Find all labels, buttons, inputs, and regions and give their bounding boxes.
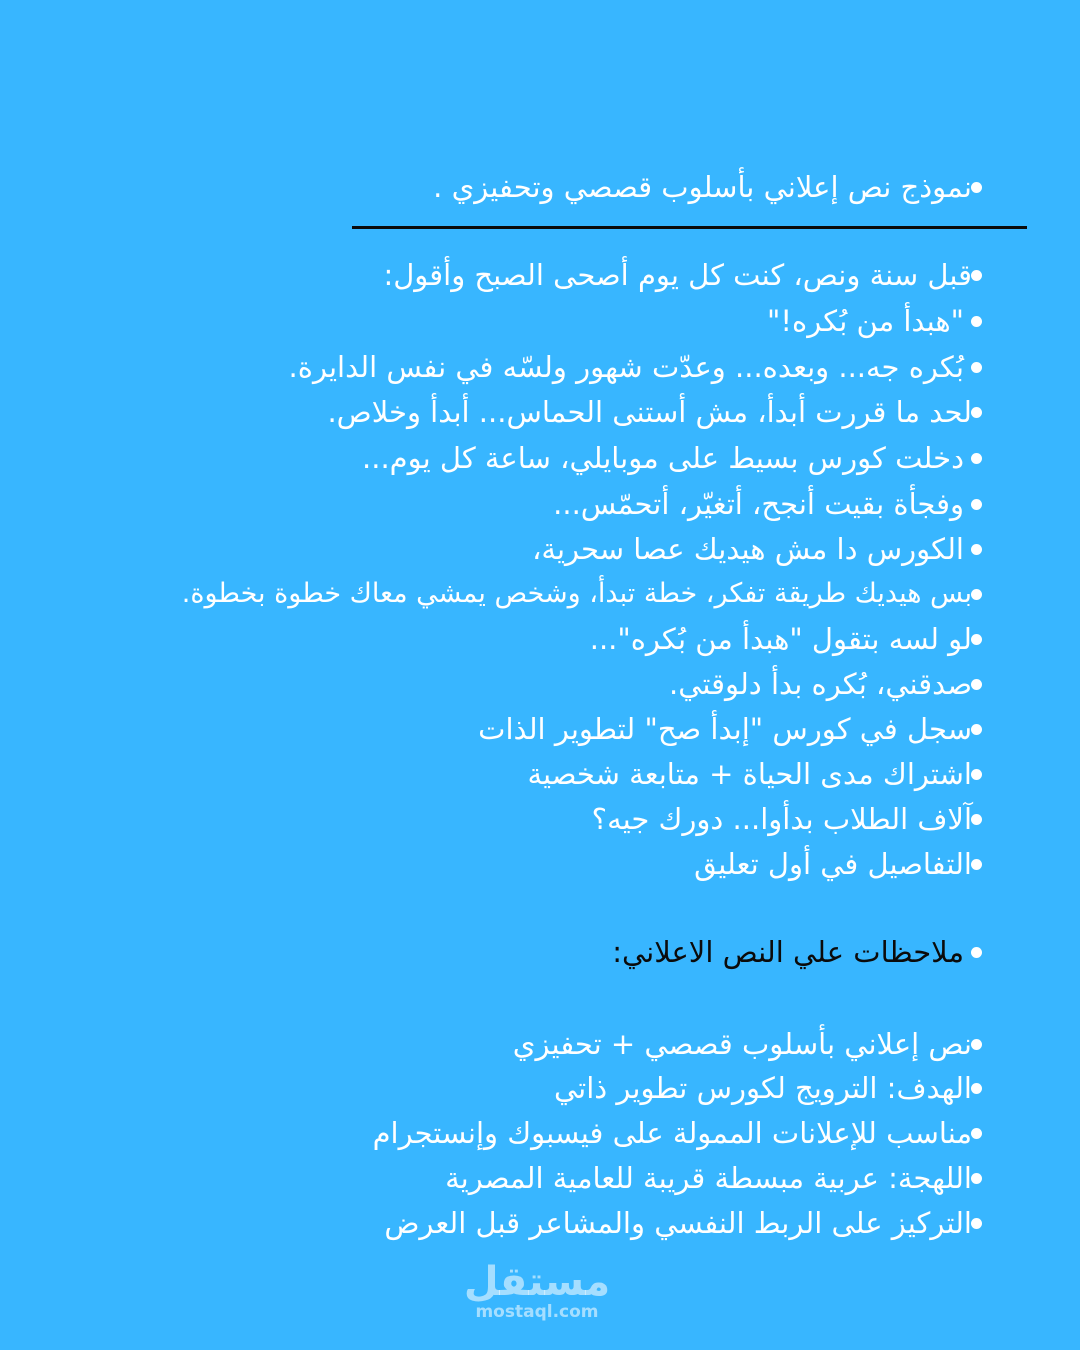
notes-heading-line [0,929,1080,975]
list-item [0,526,1080,572]
bullet-icon [971,499,982,510]
bullet-icon [971,1173,982,1184]
note-text: مناسب للإعلانات الممولة على فيسبوك وإنستجرام [372,1116,972,1150]
ad-line-text: اشتراك مدى الحياة + متابعة شخصية [527,757,972,791]
list-item [0,706,1080,752]
bullet-icon [971,679,982,690]
bullet-icon [971,1128,982,1139]
list-item [0,571,1080,617]
bullet-icon [971,859,982,870]
list-item [0,796,1080,842]
bullet-icon [971,362,982,373]
bullet-icon [971,589,982,600]
bullet-icon [971,453,982,464]
bullet-icon [971,947,982,958]
ad-line-text: "هبدأ من بُكره!" [767,304,964,338]
mostaql-watermark [462,1259,612,1322]
bullet-icon [971,1039,982,1050]
bullet-icon [971,1218,982,1229]
ad-line-text: قبل سنة ونص، كنت كل يوم أصحى الصبح وأقول: [383,258,972,292]
bullet-icon [971,724,982,735]
note-text: نص إعلاني بأسلوب قصصي + تحفيزي [512,1027,972,1061]
list-item [0,661,1080,707]
list-item [0,841,1080,887]
ad-line-text: سجل في كورس "إبدأ صح" لتطوير الذات [478,712,972,746]
ad-line-text: آلاف الطلاب بدأوا... دورك جيه؟ [591,802,972,836]
bullet-icon [971,544,982,555]
list-item [0,1155,1080,1201]
note-text: اللهجة: عربية مبسطة قريبة للعامية المصرية [445,1161,972,1195]
watermark-domain: mostaql.com [475,1302,599,1322]
list-item [0,389,1080,435]
bullet-icon [971,270,982,281]
ad-line-text: وفجأة بقيت أنجح، أتغيّر، أتحمّس... [553,487,964,521]
bullet-icon [971,407,982,418]
bullet-icon [971,769,982,780]
bullet-icon [971,1083,982,1094]
list-item [0,435,1080,481]
bullet-icon [971,634,982,645]
title-line [0,164,1080,210]
ad-line-text: صدقني، بُكره بدأ دلوقتي. [668,667,972,701]
ad-line-text: بُكره جه... وبعده... وعدّت شهور ولسّه في نفس الدايرة. [288,350,964,384]
bullet-icon [971,182,982,193]
bullet-icon [971,814,982,825]
ad-line-text: لحد ما قررت أبدأ، مش أستنى الحماس... أبدأ وخلاص. [327,395,972,429]
list-item [0,616,1080,662]
list-item [0,481,1080,527]
note-text: الهدف: الترويج لكورس تطوير ذاتي [554,1071,972,1105]
page-title: نموذج نص إعلاني بأسلوب قصصي وتحفيزي . [433,170,972,204]
ad-line-text: بس هيديك طريقة تفكر، خطة تبدأ، وشخص يمشي معاك خطوة بخطوة. [181,578,972,609]
title-divider [352,226,1027,229]
watermark-logo: مستقل [463,1259,611,1305]
list-item [0,1200,1080,1246]
ad-line-text: لو لسه بتقول "هبدأ من بُكره"... [589,622,972,656]
list-item [0,298,1080,344]
bullet-icon [971,316,982,327]
list-item [0,751,1080,797]
note-text: التركيز على الربط النفسي والمشاعر قبل العرض [384,1206,972,1240]
ad-line-text: دخلت كورس بسيط على موبايلي، ساعة كل يوم... [362,441,964,475]
notes-heading: ملاحظات علي النص الاعلاني: [612,935,964,969]
ad-line-text: التفاصيل في أول تعليق [694,847,972,881]
list-item [0,344,1080,390]
list-item [0,1021,1080,1067]
list-item [0,1110,1080,1156]
list-item [0,1065,1080,1111]
ad-line-text: الكورس دا مش هيديك عصا سحرية، [532,532,964,566]
list-item [0,252,1080,298]
